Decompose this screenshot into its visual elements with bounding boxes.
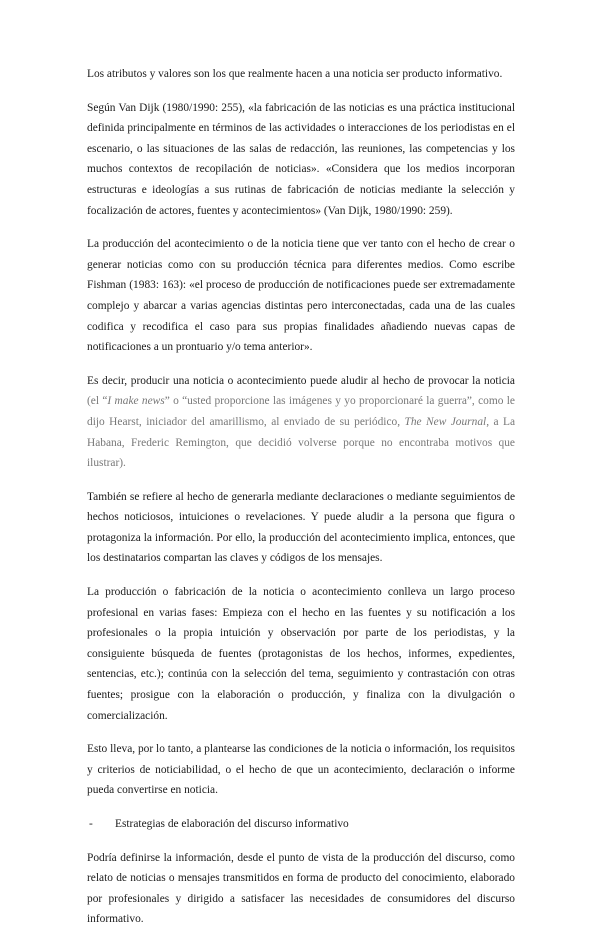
paragraph-6: La producción o fabricación de la noticia o acontecimiento conlleva un largo proceso profesional en varias fases: Empieza con el hecho en las fuentes y su notificación a los profesionales o la propia intuición y observación por parte de los periodistas, y la consiguiente búsqueda de fuentes (protagonistas de los hechos, informes, expedientes, sentencias, etc.); continúa con la selección del tema, seguimiento y contrastación con otras fuentes; prosigue con la elaboración o producción, y finaliza con la divulgación o comercialización. (87, 586, 515, 722)
paragraph-8: Podría definirse la información, desde el punto de vista de la producción del discurso, como relato de noticias o mensajes transmitidos en forma de producto del conocimiento, elaborado por profesionales y dirigido a satisfacer las necesidades de consumidores del discurso informativo. (87, 851, 515, 926)
hearst-aside (87, 395, 515, 469)
aside-italic-quote: I make news (107, 395, 165, 408)
document-body (87, 64, 515, 943)
list-item-text: Estrategias de elaboración del discurso informativo (115, 818, 349, 830)
paragraph-3: La producción del acontecimiento o de la noticia tiene que ver tanto con el hecho de crear o generar noticias como con su producción técnica para diferentes medios. Como escribe Fishman (1983: 163): «el proceso de producción de notificaciones puede ser extremadamente complejo y abarcar a varias agencias distintas pero interconectadas, cada una de las cuales codifica y recodifica el caso para sus propias finalidades añadiendo nuevas capas de notificaciones a un prontuario y/o tema anterior». (87, 238, 515, 354)
paragraph-7: Esto lleva, por lo tanto, a plantearse las condiciones de la noticia o información, los requisitos y criterios de noticiabilidad, o el hecho de que un acontecimiento, declaración o informe pueda convertirse en noticia. (87, 743, 515, 797)
paragraph-2: Según Van Dijk (1980/1990: 255), «la fabricación de las noticias es una práctica institucional definida principalmente en términos de las actividades o interacciones de los periodistas en el escenario, o las situaciones de las salas de redacción, las reuniones, las competencias y los muchos contextos de recopilación de noticias». «Considera que los medios incorporan estructuras e ideologías a sus rutinas de fabricación de noticias mediante la selección y focalización de actores, fuentes y acontecimientos» (Van Dijk, 1980/1990: 259). (87, 101, 515, 217)
paragraph-4 (87, 371, 515, 474)
aside-middle: ” o “usted proporcione las imágenes y yo proporcionaré la guerra”, como le dijo Hearst, iniciador del amarillismo, al enviado de su periódico, (87, 395, 515, 428)
list-item (87, 814, 515, 835)
aside-tail: , a La Habana, Frederic Remington, que decidió volverse porque no encontraba motivos que ilustrar). (87, 415, 516, 470)
newspaper-title: The New Journal (404, 415, 487, 428)
aside-open: (el “ (87, 395, 108, 408)
paragraph-4-lead: Es decir, producir una noticia o acontecimiento puede aludir al hecho de provocar la noticia (87, 374, 515, 387)
paragraph-1: Los atributos y valores son los que realmente hacen a una noticia ser producto informativo. (87, 68, 503, 80)
list-dash: - (89, 818, 93, 830)
paragraph-5: También se refiere al hecho de generarla mediante declaraciones o mediante seguimientos de hechos noticiosos, intuiciones o revelaciones. Y puede aludir a la persona que figura o protagoniza la información. Por ello, la producción del acontecimiento implica, entonces, que los destinatarios compartan las claves y códigos de los mensajes. (87, 490, 515, 565)
